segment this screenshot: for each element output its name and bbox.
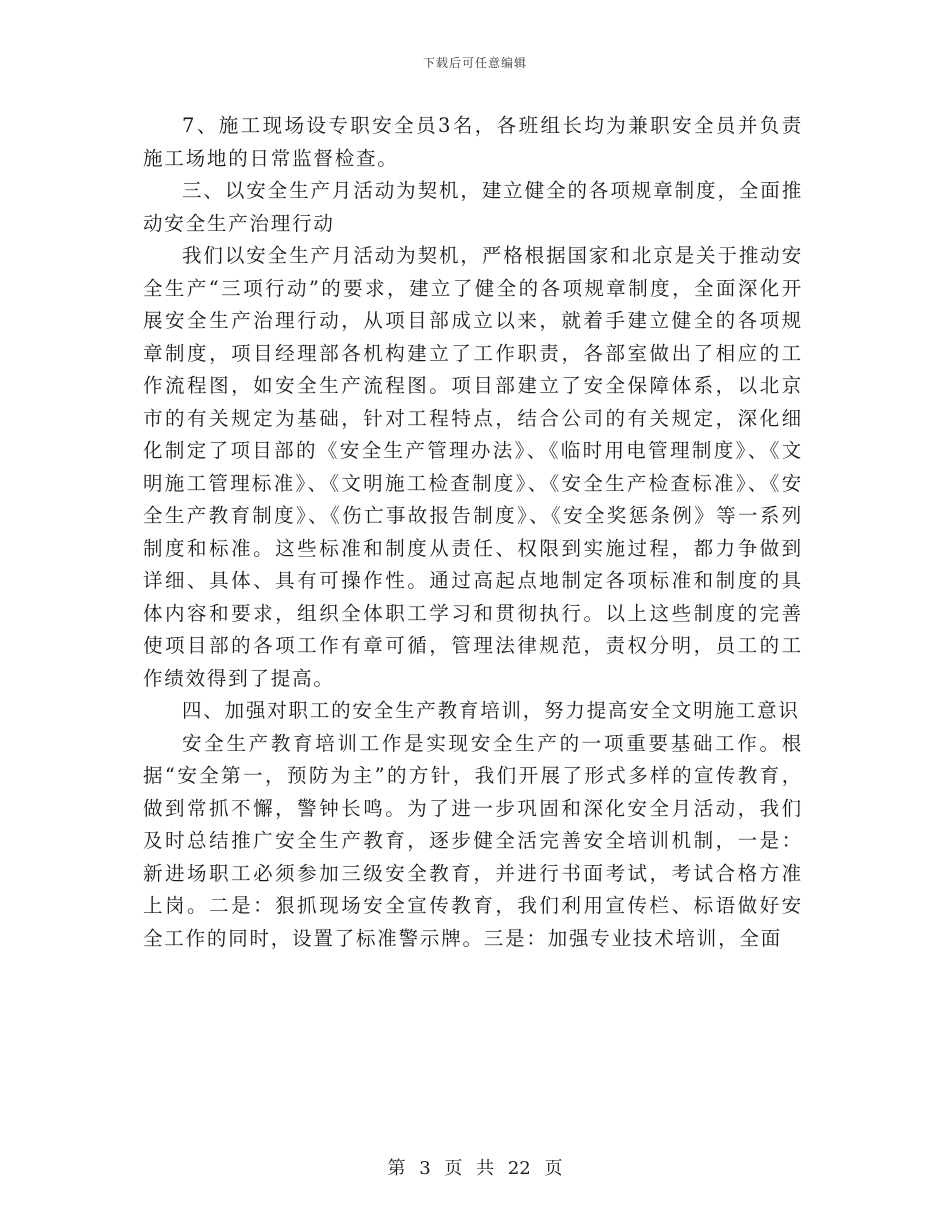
header-note: 下载后可任意编辑 xyxy=(422,56,527,70)
paragraph-rules: 我们以安全生产月活动为契机，严格根据国家和北京是关于推动安全生产“三项行动”的要求，建立了健全的各项规章制度，全面深化开展安全生产治理行动，从项目部成立以来，就着手建立健全的各项规章制度，项目经理部各机构建立了工作职责，各部室做出了相应的工作流程图，如安全生产流程图。项目部建立了安全保障体系，以北京市的有关规定为基础，针对工程特点，结合公司的有关规定，深化细化制定了项目部的《安全生产管理办法》、《临时用电管理制度》、《文明施工管理标准》、《文明施工检查制度》、《安全生产检查标准》、《安全生产教育制度》、《伤亡事故报告制度》、《安全奖惩条例》等一系列制度和标准。这些标准和制度从责任、权限到实施过程，都力争做到详细、具体、具有可操作性。通过高起点地制定各项标准和制度的具体内容和要求，组织全体职工学习和贯彻执行。以上这些制度的完善使项目部的各项工作有章可循，管理法律规范，责权分明，员工的工作绩效得到了提高。 xyxy=(143,244,803,690)
section-heading-4: 四、加强对职工的安全生产教育培训，努力提高安全文明施工意识 xyxy=(182,699,800,722)
paragraph-training: 安全生产教育培训工作是实现安全生产的一项重要基础工作。根据“安全第一，预防为主”的方针，我们开展了形式多样的宣传教育，做到常抓不懈，警钟长鸣。为了进一步巩固和深化安全月活动，我们及时总结推广安全生产教育，逐步健全活完善安全培训机制，一是：新进场职工必须参加三级安全教育，并进行书面考试，考试合格方准上岗。二是：狠抓现场安全宣传教育，我们利用宣传栏、标语做好安全工作的同时，设置了标准警示牌。三是：加强专业技术培训，全面 xyxy=(143,731,803,950)
document-body xyxy=(143,110,803,955)
section-heading-3: 三、以安全生产月活动为契机，建立健全的各项规章制度，全面推动安全生产治理行动 xyxy=(143,179,803,235)
paragraph-item-7: 7、施工现场设专职安全员3名，各班组长均为兼职安全员并负责施工场地的日常监督检查。 xyxy=(143,114,803,170)
page-number: 第 3 页 共 22 页 xyxy=(387,1158,563,1179)
